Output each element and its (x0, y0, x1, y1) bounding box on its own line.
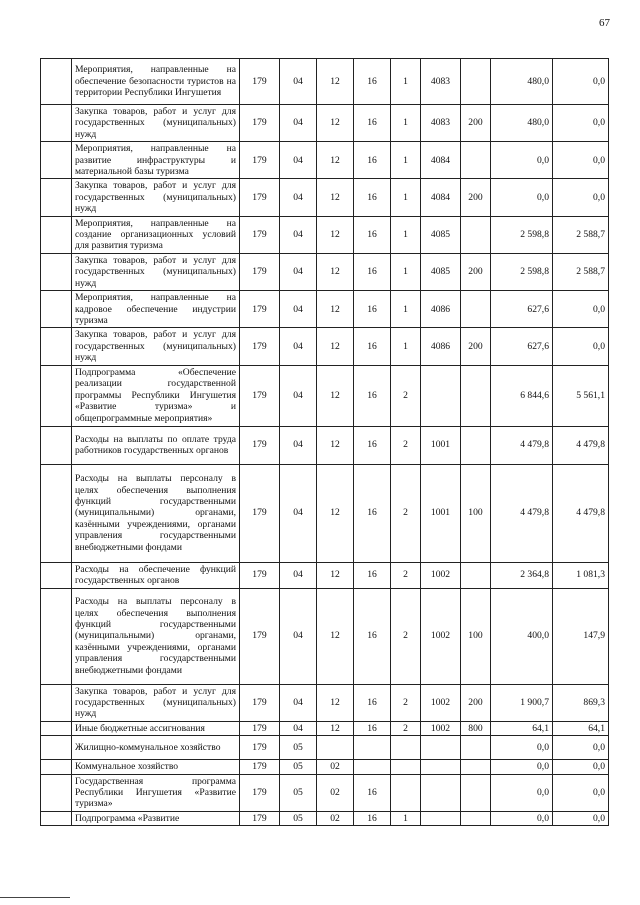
cell-amount-1: 2 598,8 (491, 253, 553, 290)
cell-name: Закупка товаров, работ и услуг для государственных (муниципальных) нужд (72, 179, 240, 216)
cell-amount-1: 400,0 (491, 588, 553, 684)
cell-code-7 (461, 736, 491, 760)
cell-amount-1: 4 479,8 (491, 426, 553, 464)
cell-code-1: 179 (240, 721, 280, 735)
cell-code-5: 2 (391, 426, 421, 464)
table-row (41, 760, 609, 774)
cell-code-2: 04 (280, 59, 317, 105)
cell-blank (41, 774, 72, 811)
cell-code-4: 16 (354, 59, 391, 105)
cell-code-7 (461, 59, 491, 105)
cell-blank (41, 588, 72, 684)
table-row (41, 811, 609, 825)
cell-code-5: 1 (391, 142, 421, 179)
cell-name: Закупка товаров, работ и услуг для государственных (муниципальных) нужд (72, 105, 240, 142)
cell-code-5: 2 (391, 464, 421, 562)
table-row (41, 142, 609, 179)
cell-code-3: 12 (317, 464, 354, 562)
cell-code-5: 2 (391, 562, 421, 588)
cell-code-3: 02 (317, 811, 354, 825)
cell-amount-1: 627,6 (491, 291, 553, 328)
cell-code-7 (461, 760, 491, 774)
cell-code-4: 16 (354, 426, 391, 464)
cell-code-6: 4083 (421, 105, 461, 142)
cell-code-2: 04 (280, 464, 317, 562)
cell-code-6 (421, 811, 461, 825)
cell-code-3: 12 (317, 588, 354, 684)
cell-code-6: 4084 (421, 142, 461, 179)
cell-code-4: 16 (354, 142, 391, 179)
cell-code-7: 100 (461, 588, 491, 684)
cell-blank (41, 721, 72, 735)
cell-name: Расходы на выплаты по оплате труда работников государственных органов (72, 426, 240, 464)
cell-amount-2: 64,1 (553, 721, 609, 735)
cell-code-6: 1002 (421, 721, 461, 735)
cell-name: Мероприятия, направленные на обеспечение безопасности туристов на территории Республики Ингушетия (72, 59, 240, 105)
cell-amount-2: 0,0 (553, 328, 609, 365)
cell-code-6: 1002 (421, 562, 461, 588)
cell-code-6 (421, 736, 461, 760)
cell-code-2: 04 (280, 588, 317, 684)
cell-code-5: 1 (391, 291, 421, 328)
cell-code-3: 12 (317, 59, 354, 105)
table-row (41, 774, 609, 811)
table-body (41, 59, 609, 826)
cell-amount-2: 4 479,8 (553, 426, 609, 464)
cell-amount-2: 869,3 (553, 684, 609, 721)
cell-amount-2: 5 561,1 (553, 365, 609, 426)
cell-code-2: 04 (280, 562, 317, 588)
cell-code-3: 12 (317, 216, 354, 253)
cell-code-2: 04 (280, 179, 317, 216)
cell-name: Расходы на выплаты персоналу в целях обеспечения выполнения функций государственными (муниципальными) органами, казёнными учреждениями, органами управления государственными внебюджетными фондами (72, 588, 240, 684)
cell-code-3: 12 (317, 179, 354, 216)
cell-amount-1: 0,0 (491, 760, 553, 774)
cell-amount-2: 0,0 (553, 736, 609, 760)
cell-amount-2: 4 479,8 (553, 464, 609, 562)
cell-amount-1: 480,0 (491, 105, 553, 142)
cell-code-4 (354, 736, 391, 760)
table-row (41, 721, 609, 735)
cell-code-6: 1001 (421, 426, 461, 464)
cell-code-5: 1 (391, 253, 421, 290)
cell-amount-2: 0,0 (553, 59, 609, 105)
cell-blank (41, 253, 72, 290)
cell-code-2: 04 (280, 142, 317, 179)
table-row (41, 365, 609, 426)
table-row (41, 464, 609, 562)
cell-code-7 (461, 142, 491, 179)
cell-code-7 (461, 811, 491, 825)
cell-blank (41, 291, 72, 328)
cell-blank (41, 562, 72, 588)
cell-code-1: 179 (240, 59, 280, 105)
cell-code-6: 4086 (421, 328, 461, 365)
cell-code-5: 1 (391, 216, 421, 253)
cell-amount-2: 0,0 (553, 142, 609, 179)
cell-amount-2: 0,0 (553, 179, 609, 216)
cell-code-4: 16 (354, 179, 391, 216)
cell-code-1: 179 (240, 291, 280, 328)
cell-blank (41, 105, 72, 142)
cell-code-2: 04 (280, 216, 317, 253)
cell-amount-1: 2 598,8 (491, 216, 553, 253)
cell-blank (41, 179, 72, 216)
cell-blank (41, 142, 72, 179)
cell-code-3: 12 (317, 328, 354, 365)
cell-amount-2: 0,0 (553, 774, 609, 811)
cell-code-3: 12 (317, 142, 354, 179)
cell-name: Коммунальное хозяйство (72, 760, 240, 774)
cell-blank (41, 684, 72, 721)
cell-amount-2: 0,0 (553, 811, 609, 825)
cell-amount-1: 0,0 (491, 736, 553, 760)
table-row (41, 253, 609, 290)
cell-code-5 (391, 760, 421, 774)
cell-name: Подпрограмма «Развитие (72, 811, 240, 825)
cell-code-7: 200 (461, 684, 491, 721)
table-row (41, 328, 609, 365)
cell-code-6: 1001 (421, 464, 461, 562)
cell-amount-1: 480,0 (491, 59, 553, 105)
table-row (41, 588, 609, 684)
cell-code-1: 179 (240, 328, 280, 365)
table-row (41, 684, 609, 721)
cell-amount-2: 0,0 (553, 105, 609, 142)
cell-amount-1: 64,1 (491, 721, 553, 735)
cell-code-1: 179 (240, 736, 280, 760)
cell-code-5: 2 (391, 684, 421, 721)
cell-name: Мероприятия, направленные на развитие инфраструктуры и материальной базы туризма (72, 142, 240, 179)
cell-amount-2: 2 588,7 (553, 253, 609, 290)
cell-code-3: 12 (317, 562, 354, 588)
page-number: 67 (599, 17, 610, 29)
cell-code-2: 04 (280, 105, 317, 142)
cell-blank (41, 426, 72, 464)
cell-code-3: 12 (317, 721, 354, 735)
cell-code-4: 16 (354, 253, 391, 290)
cell-code-4: 16 (354, 721, 391, 735)
cell-code-5: 1 (391, 328, 421, 365)
cell-code-6: 1002 (421, 588, 461, 684)
cell-code-5 (391, 774, 421, 811)
cell-code-2: 04 (280, 253, 317, 290)
cell-code-7 (461, 774, 491, 811)
cell-code-1: 179 (240, 760, 280, 774)
cell-code-7: 800 (461, 721, 491, 735)
cell-code-6: 4085 (421, 216, 461, 253)
cell-name: Государственная программа Республики Ингушетия «Развитие туризма» (72, 774, 240, 811)
cell-code-4: 16 (354, 105, 391, 142)
cell-code-6: 4084 (421, 179, 461, 216)
cell-code-4: 16 (354, 588, 391, 684)
cell-code-6 (421, 760, 461, 774)
cell-code-3: 12 (317, 291, 354, 328)
cell-code-1: 179 (240, 588, 280, 684)
cell-code-1: 179 (240, 464, 280, 562)
cell-code-2: 05 (280, 774, 317, 811)
cell-amount-2: 147,9 (553, 588, 609, 684)
cell-amount-2: 0,0 (553, 291, 609, 328)
cell-code-4: 16 (354, 464, 391, 562)
cell-code-3: 12 (317, 105, 354, 142)
cell-code-1: 179 (240, 179, 280, 216)
cell-code-1: 179 (240, 426, 280, 464)
cell-code-2: 05 (280, 811, 317, 825)
cell-code-6: 1002 (421, 684, 461, 721)
cell-amount-1: 1 900,7 (491, 684, 553, 721)
cell-code-6: 4083 (421, 59, 461, 105)
cell-code-3: 02 (317, 760, 354, 774)
cell-code-4: 16 (354, 684, 391, 721)
cell-code-4: 16 (354, 365, 391, 426)
cell-code-1: 179 (240, 142, 280, 179)
cell-code-7: 200 (461, 105, 491, 142)
table-row (41, 105, 609, 142)
cell-blank (41, 365, 72, 426)
cell-code-3 (317, 736, 354, 760)
cell-code-5: 1 (391, 105, 421, 142)
cell-blank (41, 59, 72, 105)
cell-amount-1: 6 844,6 (491, 365, 553, 426)
cell-amount-1: 0,0 (491, 179, 553, 216)
cell-code-1: 179 (240, 216, 280, 253)
cell-name: Закупка товаров, работ и услуг для государственных (муниципальных) нужд (72, 328, 240, 365)
cell-code-1: 179 (240, 365, 280, 426)
cell-code-2: 05 (280, 736, 317, 760)
cell-code-7 (461, 291, 491, 328)
cell-code-3: 02 (317, 774, 354, 811)
budget-table (40, 58, 609, 826)
cell-code-2: 04 (280, 365, 317, 426)
cell-code-3: 12 (317, 684, 354, 721)
cell-code-5: 2 (391, 365, 421, 426)
cell-code-2: 04 (280, 426, 317, 464)
cell-code-7 (461, 365, 491, 426)
cell-code-7: 200 (461, 253, 491, 290)
cell-code-3: 12 (317, 365, 354, 426)
cell-code-4: 16 (354, 811, 391, 825)
cell-code-7: 200 (461, 179, 491, 216)
cell-code-5: 1 (391, 179, 421, 216)
cell-code-2: 04 (280, 684, 317, 721)
bottom-rule (0, 897, 70, 898)
cell-amount-1: 0,0 (491, 142, 553, 179)
cell-code-5: 2 (391, 721, 421, 735)
cell-name: Подпрограмма «Обеспечение реализации государственной программы Республики Ингушетия «Развитие туризма» и общепрограммные мероприятия» (72, 365, 240, 426)
table-row (41, 291, 609, 328)
cell-code-7 (461, 216, 491, 253)
cell-code-7 (461, 426, 491, 464)
cell-amount-1: 2 364,8 (491, 562, 553, 588)
table-row (41, 736, 609, 760)
cell-name: Расходы на выплаты персоналу в целях обеспечения выполнения функций государственными (муниципальными) органами, казёнными учреждениями, органами управления государственными внебюджетными фондами (72, 464, 240, 562)
cell-name: Жилищно-коммунальное хозяйство (72, 736, 240, 760)
cell-code-5: 1 (391, 811, 421, 825)
cell-amount-1: 0,0 (491, 774, 553, 811)
cell-code-7: 100 (461, 464, 491, 562)
cell-blank (41, 216, 72, 253)
cell-code-4 (354, 760, 391, 774)
cell-blank (41, 760, 72, 774)
cell-name: Мероприятия, направленные на создание организационных условий для развития туризма (72, 216, 240, 253)
cell-blank (41, 328, 72, 365)
cell-code-4: 16 (354, 774, 391, 811)
cell-amount-1: 4 479,8 (491, 464, 553, 562)
cell-blank (41, 736, 72, 760)
cell-code-7: 200 (461, 328, 491, 365)
cell-blank (41, 811, 72, 825)
cell-amount-2: 1 081,3 (553, 562, 609, 588)
cell-name: Закупка товаров, работ и услуг для государственных (муниципальных) нужд (72, 253, 240, 290)
table-row (41, 216, 609, 253)
cell-code-2: 04 (280, 328, 317, 365)
cell-code-3: 12 (317, 253, 354, 290)
cell-name: Расходы на обеспечение функций государственных органов (72, 562, 240, 588)
cell-code-1: 179 (240, 774, 280, 811)
cell-blank (41, 464, 72, 562)
cell-code-4: 16 (354, 216, 391, 253)
cell-amount-2: 0,0 (553, 760, 609, 774)
table-row (41, 59, 609, 105)
cell-code-6: 4086 (421, 291, 461, 328)
table-row (41, 179, 609, 216)
cell-code-1: 179 (240, 684, 280, 721)
cell-code-2: 04 (280, 291, 317, 328)
cell-code-2: 05 (280, 760, 317, 774)
cell-code-4: 16 (354, 328, 391, 365)
cell-code-6: 4085 (421, 253, 461, 290)
cell-code-2: 04 (280, 721, 317, 735)
cell-code-3: 12 (317, 426, 354, 464)
cell-code-5: 1 (391, 59, 421, 105)
table-row (41, 426, 609, 464)
cell-code-1: 179 (240, 253, 280, 290)
cell-code-1: 179 (240, 562, 280, 588)
cell-code-5 (391, 736, 421, 760)
cell-code-5: 2 (391, 588, 421, 684)
cell-code-6 (421, 365, 461, 426)
cell-code-1: 179 (240, 105, 280, 142)
cell-code-7 (461, 562, 491, 588)
cell-code-4: 16 (354, 291, 391, 328)
table-row (41, 562, 609, 588)
cell-code-6 (421, 774, 461, 811)
cell-code-4: 16 (354, 562, 391, 588)
cell-amount-1: 0,0 (491, 811, 553, 825)
cell-name: Иные бюджетные ассигнования (72, 721, 240, 735)
cell-amount-1: 627,6 (491, 328, 553, 365)
cell-name: Мероприятия, направленные на кадровое обеспечение индустрии туризма (72, 291, 240, 328)
cell-name: Закупка товаров, работ и услуг для государственных (муниципальных) нужд (72, 684, 240, 721)
cell-code-1: 179 (240, 811, 280, 825)
cell-amount-2: 2 588,7 (553, 216, 609, 253)
